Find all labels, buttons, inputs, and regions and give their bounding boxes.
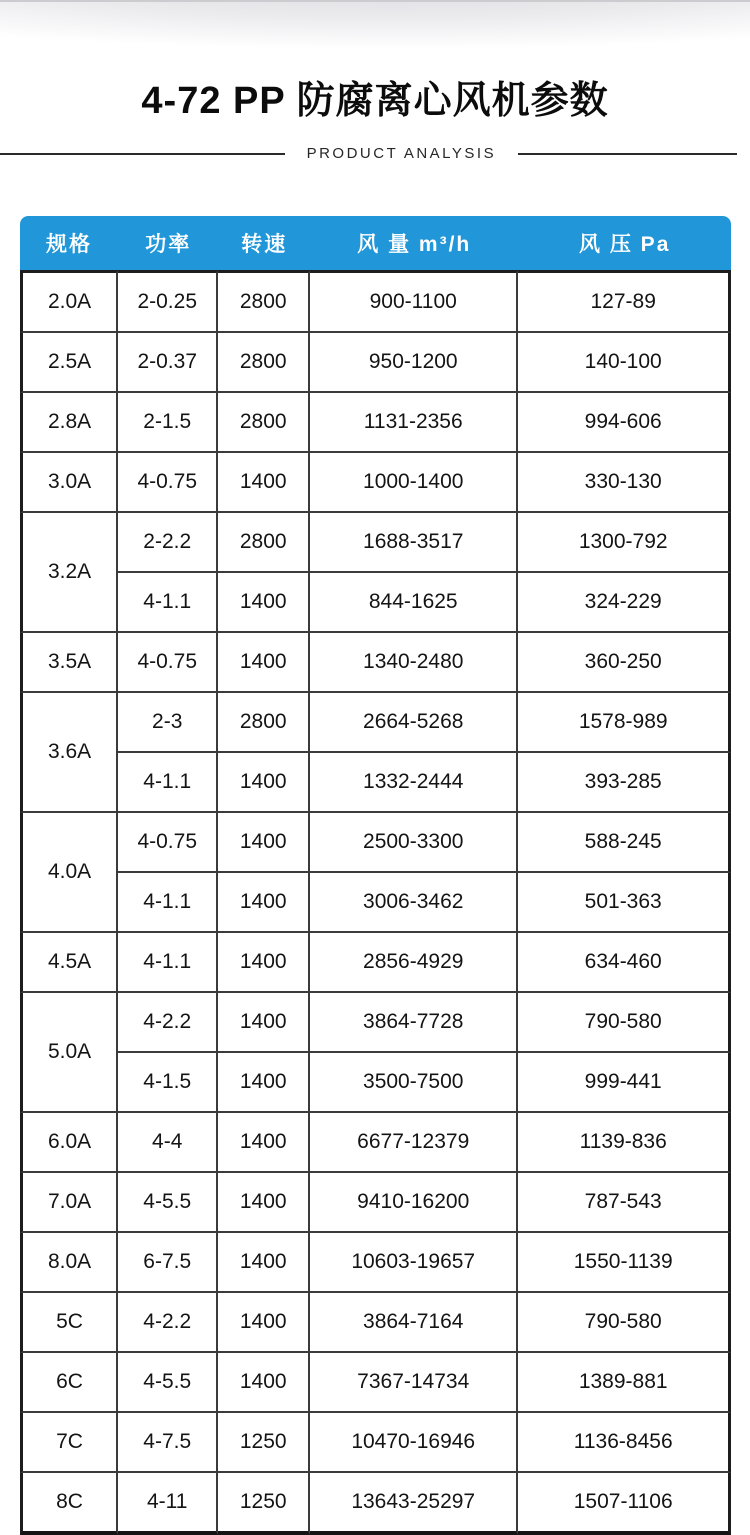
table-row <box>20 1413 731 1473</box>
table-body <box>20 270 731 1535</box>
table-row <box>20 993 731 1053</box>
cell-pressure: 1550-1139 <box>518 1233 731 1293</box>
cell-power: 2-1.5 <box>118 393 218 453</box>
table-row <box>20 753 731 813</box>
cell-volume: 9410-16200 <box>310 1173 518 1233</box>
cell-spec: 3.2A <box>20 513 118 633</box>
header-cell-power: 功率 <box>118 216 218 270</box>
cell-speed: 1400 <box>218 1053 310 1113</box>
cell-power: 4-4 <box>118 1113 218 1173</box>
cell-pressure: 360-250 <box>518 633 731 693</box>
table-row <box>20 933 731 993</box>
cell-speed: 1400 <box>218 633 310 693</box>
cell-power: 4-1.1 <box>118 753 218 813</box>
cell-pressure: 140-100 <box>518 333 731 393</box>
cell-power: 4-5.5 <box>118 1353 218 1413</box>
table-row <box>20 1113 731 1173</box>
subtitle-divider-left <box>0 153 285 155</box>
table-row <box>20 1173 731 1233</box>
cell-spec: 7C <box>20 1413 118 1473</box>
cell-speed: 1400 <box>218 573 310 633</box>
cell-volume: 1688-3517 <box>310 513 518 573</box>
cell-power: 2-2.2 <box>118 513 218 573</box>
subtitle-divider-right <box>518 153 737 155</box>
header-cell-pressure: 风 压 Pa <box>518 216 731 270</box>
cell-power: 4-0.75 <box>118 633 218 693</box>
cell-spec: 5.0A <box>20 993 118 1113</box>
cell-power: 4-1.5 <box>118 1053 218 1113</box>
cell-pressure: 999-441 <box>518 1053 731 1113</box>
page-title: 4-72 PP 防腐离心风机参数 <box>141 80 609 122</box>
cell-pressure: 330-130 <box>518 453 731 513</box>
table-row <box>20 1353 731 1413</box>
table-row <box>20 1473 731 1535</box>
cell-pressure: 393-285 <box>518 753 731 813</box>
cell-pressure: 324-229 <box>518 573 731 633</box>
table-row <box>20 573 731 633</box>
cell-power: 4-1.1 <box>118 873 218 933</box>
spec-table <box>20 216 731 1535</box>
cell-speed: 2800 <box>218 393 310 453</box>
cell-volume: 10603-19657 <box>310 1233 518 1293</box>
cell-volume: 10470-16946 <box>310 1413 518 1473</box>
table-row <box>20 1053 731 1113</box>
spec-table-container <box>20 216 731 1535</box>
cell-pressure: 1300-792 <box>518 513 731 573</box>
cell-pressure: 634-460 <box>518 933 731 993</box>
cell-power: 2-0.37 <box>118 333 218 393</box>
table-row <box>20 633 731 693</box>
cell-volume: 1332-2444 <box>310 753 518 813</box>
cell-volume: 3006-3462 <box>310 873 518 933</box>
cell-pressure: 787-543 <box>518 1173 731 1233</box>
cell-pressure: 1578-989 <box>518 693 731 753</box>
cell-speed: 1400 <box>218 1173 310 1233</box>
cell-spec: 3.0A <box>20 453 118 513</box>
cell-pressure: 1389-881 <box>518 1353 731 1413</box>
cell-speed: 1400 <box>218 873 310 933</box>
cell-power: 4-2.2 <box>118 1293 218 1353</box>
cell-power: 2-0.25 <box>118 270 218 333</box>
header-cell-volume: 风 量 m³/h <box>310 216 518 270</box>
cell-volume: 900-1100 <box>310 270 518 333</box>
cell-volume: 844-1625 <box>310 573 518 633</box>
cell-volume: 3864-7164 <box>310 1293 518 1353</box>
cell-power: 4-7.5 <box>118 1413 218 1473</box>
cell-pressure: 501-363 <box>518 873 731 933</box>
cell-speed: 1400 <box>218 1113 310 1173</box>
cell-volume: 6677-12379 <box>310 1113 518 1173</box>
cell-speed: 2800 <box>218 513 310 573</box>
cell-volume: 2664-5268 <box>310 693 518 753</box>
table-row <box>20 270 731 333</box>
cell-power: 4-2.2 <box>118 993 218 1053</box>
table-row <box>20 1293 731 1353</box>
cell-volume: 7367-14734 <box>310 1353 518 1413</box>
cell-pressure: 1507-1106 <box>518 1473 731 1535</box>
cell-power: 4-1.1 <box>118 573 218 633</box>
subtitle-row <box>0 144 737 164</box>
cell-speed: 1400 <box>218 813 310 873</box>
cell-spec: 2.0A <box>20 270 118 333</box>
cell-pressure: 994-606 <box>518 393 731 453</box>
cell-speed: 1250 <box>218 1473 310 1535</box>
table-row <box>20 873 731 933</box>
cell-pressure: 1136-8456 <box>518 1413 731 1473</box>
cell-power: 4-0.75 <box>118 453 218 513</box>
cell-speed: 2800 <box>218 270 310 333</box>
cell-pressure: 790-580 <box>518 993 731 1053</box>
cell-volume: 3500-7500 <box>310 1053 518 1113</box>
cell-speed: 1400 <box>218 1293 310 1353</box>
cell-spec: 8C <box>20 1473 118 1535</box>
cell-speed: 2800 <box>218 693 310 753</box>
cell-spec: 7.0A <box>20 1173 118 1233</box>
cell-speed: 1400 <box>218 753 310 813</box>
cell-volume: 1340-2480 <box>310 633 518 693</box>
table-row <box>20 333 731 393</box>
subtitle-text: PRODUCT ANALYSIS <box>306 145 497 163</box>
cell-spec: 4.0A <box>20 813 118 933</box>
table-row <box>20 813 731 873</box>
cell-spec: 5C <box>20 1293 118 1353</box>
cell-power: 4-0.75 <box>118 813 218 873</box>
cell-spec: 3.6A <box>20 693 118 813</box>
header-cell-speed: 转速 <box>218 216 310 270</box>
table-row <box>20 393 731 453</box>
cell-spec: 2.8A <box>20 393 118 453</box>
cell-spec: 6.0A <box>20 1113 118 1173</box>
cell-power: 4-1.1 <box>118 933 218 993</box>
cell-pressure: 1139-836 <box>518 1113 731 1173</box>
cell-pressure: 790-580 <box>518 1293 731 1353</box>
cell-speed: 1400 <box>218 993 310 1053</box>
cell-pressure: 127-89 <box>518 270 731 333</box>
cell-spec: 4.5A <box>20 933 118 993</box>
cell-power: 2-3 <box>118 693 218 753</box>
cell-speed: 1400 <box>218 1233 310 1293</box>
table-row <box>20 453 731 513</box>
cell-power: 4-5.5 <box>118 1173 218 1233</box>
cell-speed: 1250 <box>218 1413 310 1473</box>
header-cell-spec: 规格 <box>20 216 118 270</box>
cell-volume: 1131-2356 <box>310 393 518 453</box>
cell-volume: 13643-25297 <box>310 1473 518 1535</box>
cell-power: 6-7.5 <box>118 1233 218 1293</box>
cell-power: 4-11 <box>118 1473 218 1535</box>
cell-volume: 950-1200 <box>310 333 518 393</box>
cell-volume: 2856-4929 <box>310 933 518 993</box>
table-header-row <box>20 216 731 270</box>
cell-speed: 1400 <box>218 933 310 993</box>
cell-speed: 2800 <box>218 333 310 393</box>
cell-volume: 3864-7728 <box>310 993 518 1053</box>
cell-spec: 3.5A <box>20 633 118 693</box>
cell-spec: 8.0A <box>20 1233 118 1293</box>
cell-spec: 2.5A <box>20 333 118 393</box>
header-section <box>0 0 750 164</box>
cell-speed: 1400 <box>218 453 310 513</box>
table-row <box>20 513 731 573</box>
cell-pressure: 588-245 <box>518 813 731 873</box>
cell-volume: 2500-3300 <box>310 813 518 873</box>
cell-spec: 6C <box>20 1353 118 1413</box>
cell-speed: 1400 <box>218 1353 310 1413</box>
table-row <box>20 693 731 753</box>
table-row <box>20 1233 731 1293</box>
cell-volume: 1000-1400 <box>310 453 518 513</box>
